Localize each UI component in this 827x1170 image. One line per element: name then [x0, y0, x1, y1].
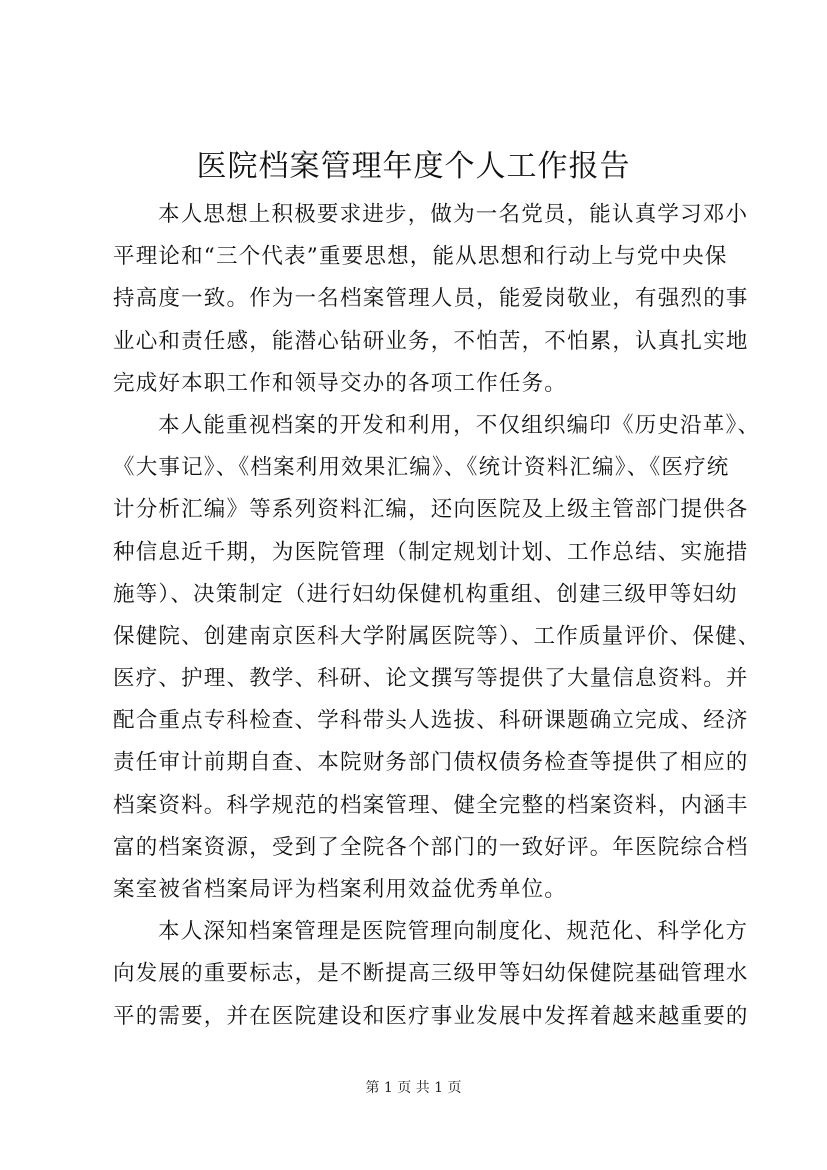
text-line: 平理论和“三个代表”重要思想，能从思想和行动上与党中央保 [113, 244, 728, 270]
text-line: 保健院、创建南京医科大学附属医院等）、工作质量评价、保健、 [113, 623, 761, 649]
text-line: 案室被省档案局评为档案利用效益优秀单位。 [113, 877, 568, 902]
text-line: 施等）、决策制定（进行妇幼保健机构重组、创建三级甲等妇幼 [113, 581, 738, 607]
text-line: 完成好本职工作和领导交办的各项工作任务。 [113, 370, 568, 396]
text-line: 持高度一致。作为一名档案管理人员，能爱岗敬业，有强烈的事 [113, 286, 749, 312]
text-line: 本人能重视档案的开发和利用，不仅组织编印《历史沿革》、 [158, 412, 761, 438]
text-line: 责任审计前期自查、本院财务部门债权债务检查等提供了相应的 [113, 750, 749, 776]
document-body [113, 194, 761, 1038]
paragraph-2 [113, 405, 761, 911]
text-line: 向发展的重要标志，是不断提高三级甲等妇幼保健院基础管理水 [113, 961, 749, 987]
paragraph-1 [113, 194, 749, 405]
text-line: 档案资料。科学规范的档案管理、健全完整的档案资料，内涵丰 [113, 792, 749, 818]
text-line: 《大事记》、《档案利用效果汇编》、《统计资料汇编》、《医疗统 [113, 455, 730, 481]
text-line: 平的需要，并在医院建设和医疗事业发展中发挥着越来越重要的 [113, 1003, 749, 1029]
text-line: 本人深知档案管理是医院管理向制度化、规范化、科学化方 [158, 919, 749, 945]
document-title: 医院档案管理年度个人工作报告 [196, 149, 631, 184]
text-line: 种信息近千期，为医院管理（制定规划计划、工作总结、实施措 [113, 539, 749, 565]
text-line: 计分析汇编》等系列资料汇编，还向医院及上级主管部门提供各 [113, 497, 749, 523]
text-line: 医疗、护理、教学、科研、论文撰写等提供了大量信息资料。并 [113, 666, 749, 692]
text-line: 业心和责任感，能潜心钻研业务，不怕苦，不怕累，认真扎实地 [113, 328, 749, 354]
page-footer: 第 1 页 共 1 页 [365, 1080, 462, 1096]
paragraph-3 [113, 911, 749, 1038]
text-line: 配合重点专科检查、学科带头人选拔、科研课题确立完成、经济 [113, 708, 749, 734]
text-line: 本人思想上积极要求进步，做为一名党员，能认真学习邓小 [158, 202, 749, 227]
text-line: 富的档案资源，受到了全院各个部门的一致好评。年医院综合档 [113, 834, 749, 860]
